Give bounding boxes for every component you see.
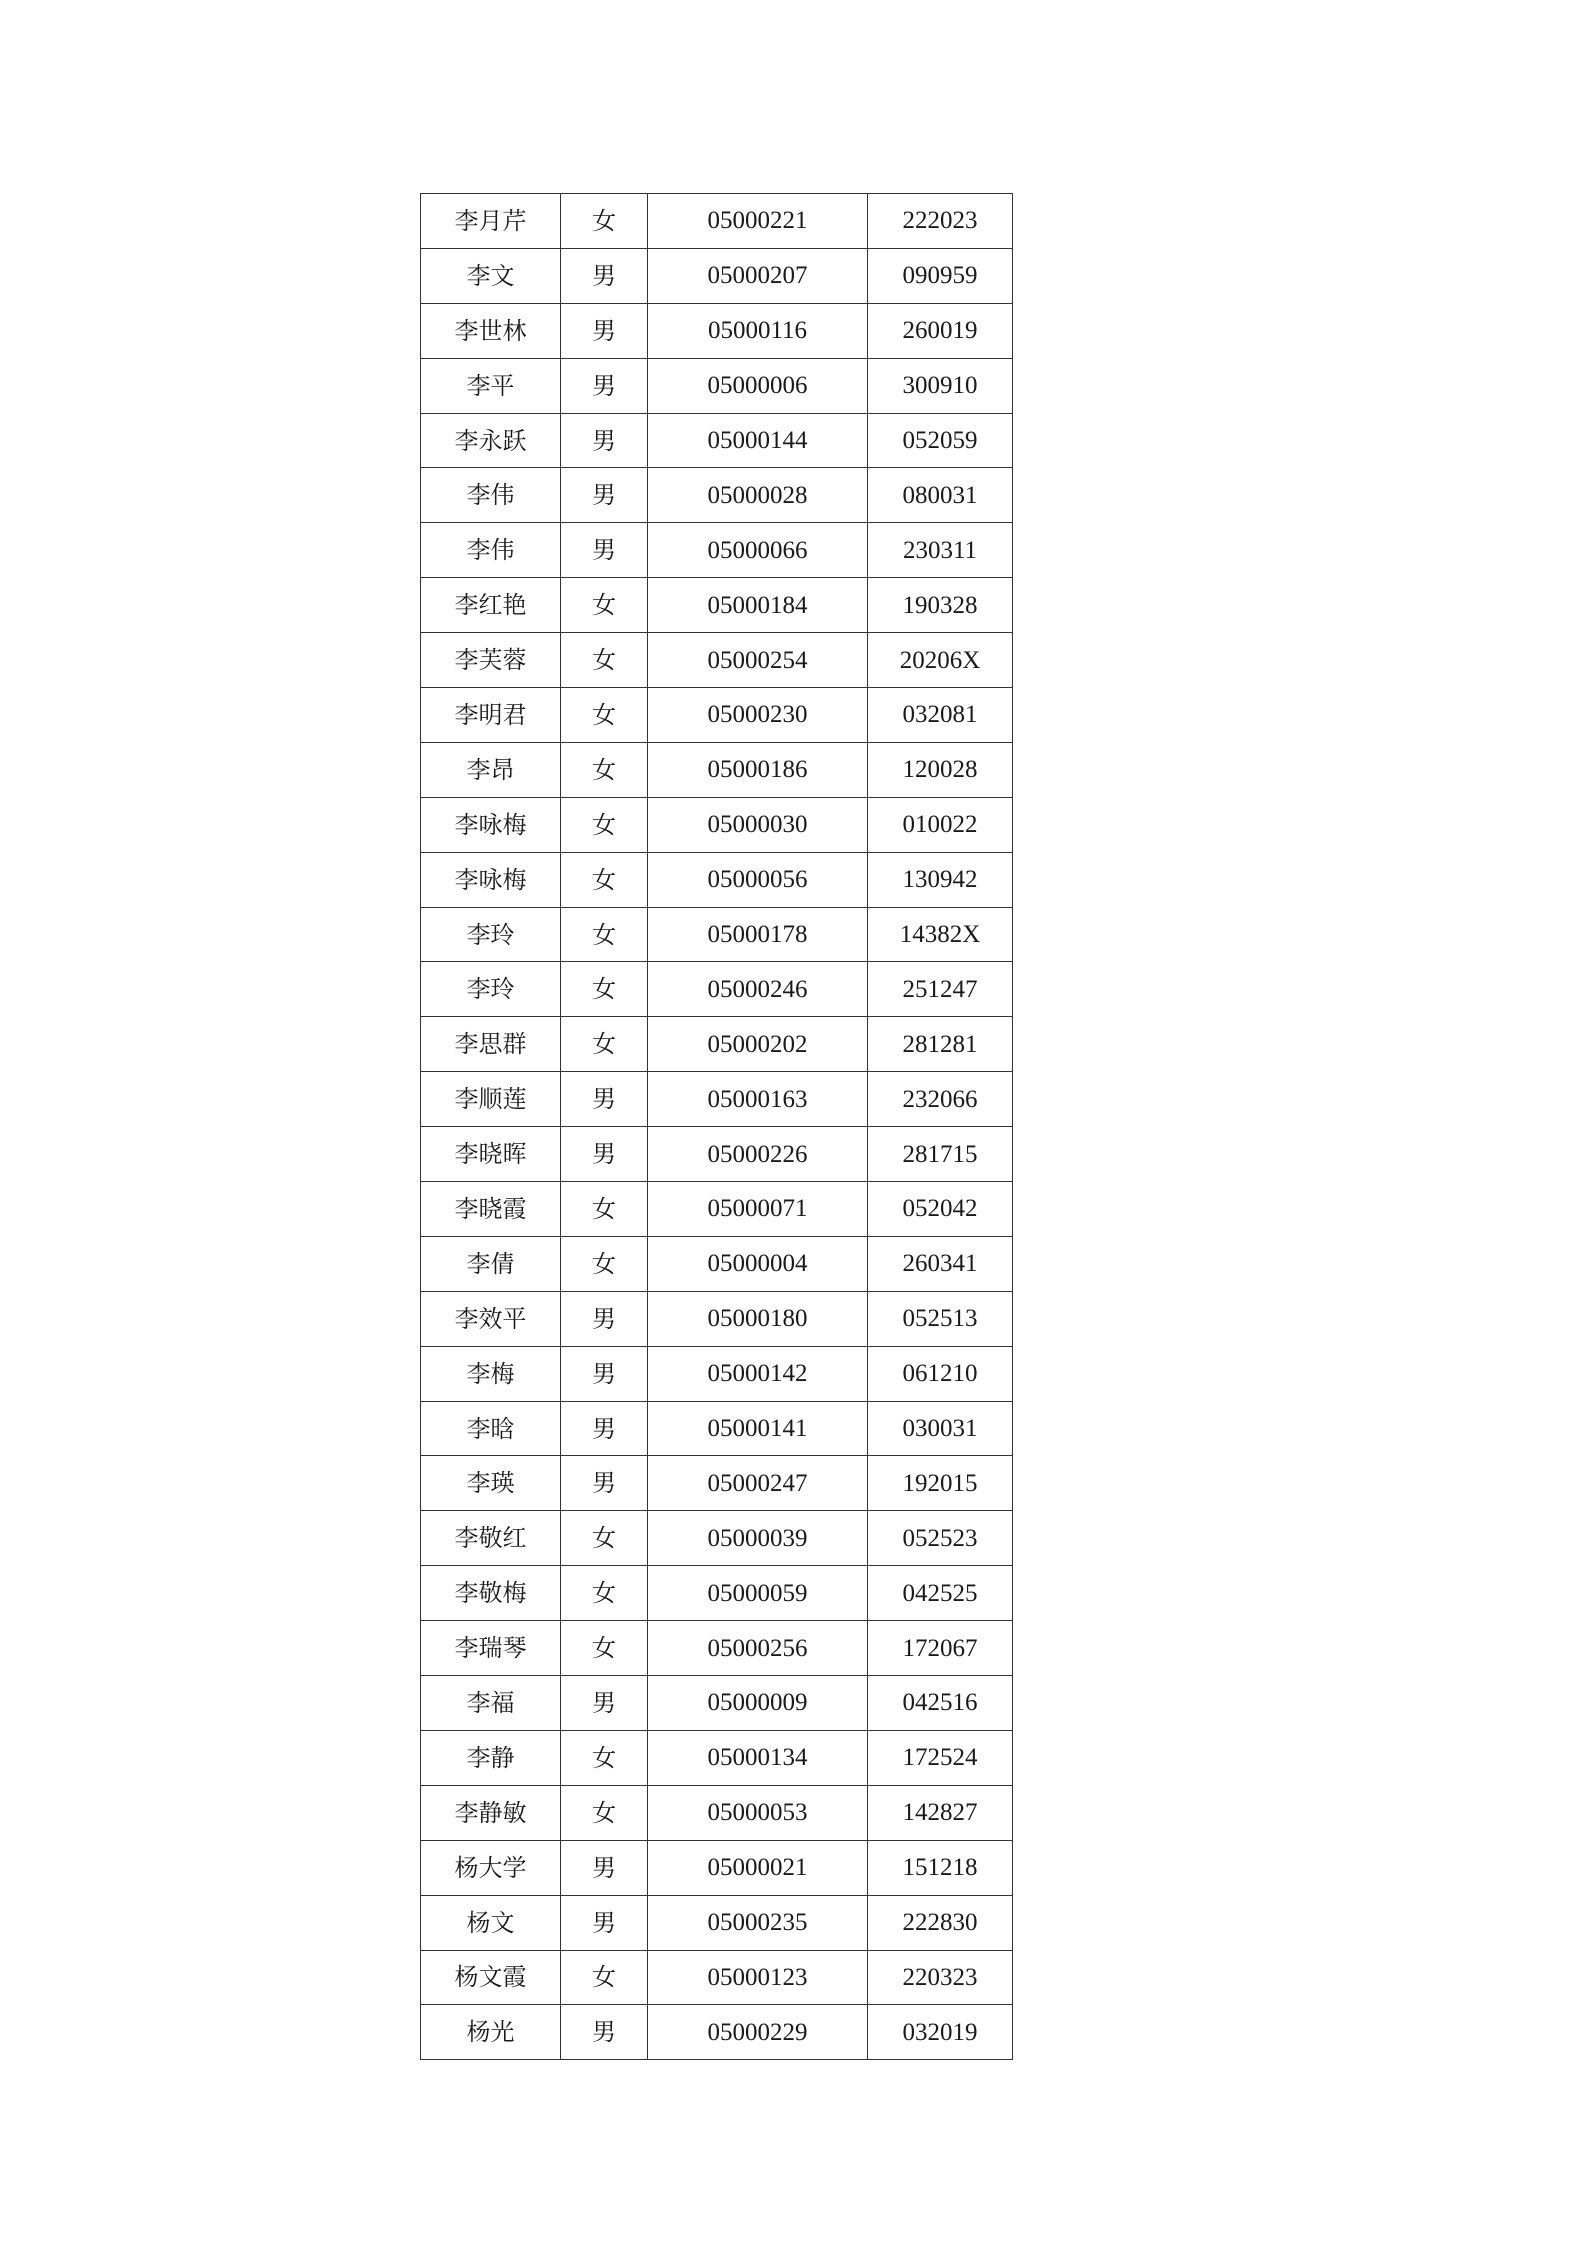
table-row [421, 413, 1013, 468]
cell-number: 05000123 [648, 1950, 868, 2005]
cell-code: 061210 [868, 1346, 1013, 1401]
cell-gender: 男 [561, 303, 648, 358]
cell-name: 李月芹 [421, 194, 561, 249]
table-row [421, 578, 1013, 633]
cell-gender: 女 [561, 688, 648, 743]
cell-name: 李晗 [421, 1401, 561, 1456]
cell-gender: 女 [561, 907, 648, 962]
cell-number: 05000116 [648, 303, 868, 358]
table-row [421, 1676, 1013, 1731]
cell-gender: 男 [561, 1401, 648, 1456]
cell-number: 05000163 [648, 1072, 868, 1127]
cell-number: 05000186 [648, 742, 868, 797]
table-row [421, 1730, 1013, 1785]
cell-number: 05000144 [648, 413, 868, 468]
cell-name: 李咏梅 [421, 852, 561, 907]
cell-number: 05000071 [648, 1182, 868, 1237]
cell-name: 李静敏 [421, 1785, 561, 1840]
cell-number: 05000004 [648, 1236, 868, 1291]
cell-number: 05000021 [648, 1840, 868, 1895]
table-row [421, 1017, 1013, 1072]
table-row [421, 1346, 1013, 1401]
cell-code: 080031 [868, 468, 1013, 523]
cell-code: 042525 [868, 1566, 1013, 1621]
cell-number: 05000247 [648, 1456, 868, 1511]
cell-number: 05000009 [648, 1676, 868, 1731]
cell-name: 李文 [421, 248, 561, 303]
cell-gender: 女 [561, 1566, 648, 1621]
table-row [421, 1127, 1013, 1182]
cell-name: 李效平 [421, 1291, 561, 1346]
roster-table-body [421, 194, 1013, 2060]
cell-code: 190328 [868, 578, 1013, 633]
cell-name: 李咏梅 [421, 797, 561, 852]
cell-name: 李昂 [421, 742, 561, 797]
cell-gender: 男 [561, 1072, 648, 1127]
table-row [421, 1511, 1013, 1566]
cell-code: 20206X [868, 633, 1013, 688]
cell-code: 120028 [868, 742, 1013, 797]
table-row [421, 742, 1013, 797]
cell-gender: 女 [561, 797, 648, 852]
cell-gender: 女 [561, 194, 648, 249]
cell-gender: 女 [561, 1182, 648, 1237]
cell-code: 230311 [868, 523, 1013, 578]
cell-code: 222830 [868, 1895, 1013, 1950]
cell-name: 杨光 [421, 2005, 561, 2060]
cell-number: 05000207 [648, 248, 868, 303]
cell-code: 251247 [868, 962, 1013, 1017]
cell-code: 222023 [868, 194, 1013, 249]
cell-gender: 男 [561, 248, 648, 303]
cell-code: 052059 [868, 413, 1013, 468]
table-row [421, 688, 1013, 743]
cell-gender: 男 [561, 413, 648, 468]
cell-number: 05000184 [648, 578, 868, 633]
cell-name: 李思群 [421, 1017, 561, 1072]
table-row [421, 633, 1013, 688]
cell-number: 05000053 [648, 1785, 868, 1840]
cell-gender: 女 [561, 578, 648, 633]
cell-number: 05000028 [648, 468, 868, 523]
table-row [421, 1840, 1013, 1895]
cell-code: 042516 [868, 1676, 1013, 1731]
cell-gender: 女 [561, 962, 648, 1017]
cell-name: 李倩 [421, 1236, 561, 1291]
table-row [421, 1401, 1013, 1456]
table-row [421, 1182, 1013, 1237]
table-row [421, 1621, 1013, 1676]
cell-number: 05000178 [648, 907, 868, 962]
table-row [421, 1456, 1013, 1511]
table-row [421, 907, 1013, 962]
cell-number: 05000229 [648, 2005, 868, 2060]
table-row [421, 358, 1013, 413]
cell-code: 090959 [868, 248, 1013, 303]
cell-gender: 女 [561, 1950, 648, 2005]
cell-name: 李永跃 [421, 413, 561, 468]
cell-code: 030031 [868, 1401, 1013, 1456]
cell-number: 05000246 [648, 962, 868, 1017]
cell-name: 李晓霞 [421, 1182, 561, 1237]
cell-name: 李芙蓉 [421, 633, 561, 688]
table-row [421, 797, 1013, 852]
cell-code: 281715 [868, 1127, 1013, 1182]
cell-code: 032019 [868, 2005, 1013, 2060]
table-row [421, 1785, 1013, 1840]
cell-number: 05000039 [648, 1511, 868, 1566]
cell-gender: 女 [561, 1785, 648, 1840]
cell-gender: 女 [561, 633, 648, 688]
cell-name: 李顺莲 [421, 1072, 561, 1127]
cell-number: 05000141 [648, 1401, 868, 1456]
cell-code: 281281 [868, 1017, 1013, 1072]
cell-number: 05000226 [648, 1127, 868, 1182]
cell-number: 05000256 [648, 1621, 868, 1676]
table-row [421, 852, 1013, 907]
cell-number: 05000059 [648, 1566, 868, 1621]
cell-gender: 男 [561, 1127, 648, 1182]
table-row [421, 1895, 1013, 1950]
table-row [421, 248, 1013, 303]
cell-gender: 男 [561, 1676, 648, 1731]
cell-name: 李静 [421, 1730, 561, 1785]
cell-number: 05000006 [648, 358, 868, 413]
cell-code: 032081 [868, 688, 1013, 743]
cell-number: 05000142 [648, 1346, 868, 1401]
table-row [421, 1566, 1013, 1621]
cell-gender: 女 [561, 1730, 648, 1785]
cell-number: 05000254 [648, 633, 868, 688]
table-row [421, 2005, 1013, 2060]
cell-code: 052042 [868, 1182, 1013, 1237]
table-row [421, 303, 1013, 358]
cell-code: 052513 [868, 1291, 1013, 1346]
roster-table [420, 193, 1013, 2060]
cell-name: 李梅 [421, 1346, 561, 1401]
cell-number: 05000030 [648, 797, 868, 852]
cell-gender: 男 [561, 1895, 648, 1950]
table-row [421, 1291, 1013, 1346]
cell-number: 05000056 [648, 852, 868, 907]
cell-name: 杨大学 [421, 1840, 561, 1895]
table-row [421, 1236, 1013, 1291]
cell-name: 李平 [421, 358, 561, 413]
cell-gender: 女 [561, 1511, 648, 1566]
cell-number: 05000066 [648, 523, 868, 578]
cell-gender: 男 [561, 468, 648, 523]
cell-gender: 男 [561, 523, 648, 578]
cell-name: 李伟 [421, 523, 561, 578]
cell-number: 05000235 [648, 1895, 868, 1950]
cell-name: 李敬梅 [421, 1566, 561, 1621]
table-row [421, 523, 1013, 578]
cell-code: 010022 [868, 797, 1013, 852]
cell-name: 李明君 [421, 688, 561, 743]
cell-gender: 女 [561, 1017, 648, 1072]
cell-code: 130942 [868, 852, 1013, 907]
cell-name: 李瑛 [421, 1456, 561, 1511]
cell-code: 232066 [868, 1072, 1013, 1127]
cell-code: 052523 [868, 1511, 1013, 1566]
cell-name: 李福 [421, 1676, 561, 1731]
cell-name: 李红艳 [421, 578, 561, 633]
cell-name: 杨文 [421, 1895, 561, 1950]
cell-gender: 男 [561, 1840, 648, 1895]
table-row [421, 1072, 1013, 1127]
cell-name: 李世林 [421, 303, 561, 358]
cell-number: 05000221 [648, 194, 868, 249]
cell-gender: 女 [561, 742, 648, 797]
cell-number: 05000180 [648, 1291, 868, 1346]
cell-code: 151218 [868, 1840, 1013, 1895]
cell-code: 220323 [868, 1950, 1013, 2005]
cell-name: 杨文霞 [421, 1950, 561, 2005]
cell-name: 李伟 [421, 468, 561, 523]
cell-code: 172067 [868, 1621, 1013, 1676]
cell-code: 14382X [868, 907, 1013, 962]
cell-number: 05000202 [648, 1017, 868, 1072]
cell-gender: 男 [561, 358, 648, 413]
cell-name: 李晓晖 [421, 1127, 561, 1182]
cell-gender: 女 [561, 1621, 648, 1676]
table-row [421, 468, 1013, 523]
cell-gender: 女 [561, 852, 648, 907]
cell-code: 260341 [868, 1236, 1013, 1291]
cell-code: 300910 [868, 358, 1013, 413]
cell-code: 142827 [868, 1785, 1013, 1840]
table-row [421, 962, 1013, 1017]
cell-name: 李玲 [421, 962, 561, 1017]
cell-name: 李瑞琴 [421, 1621, 561, 1676]
table-row [421, 1950, 1013, 2005]
cell-code: 172524 [868, 1730, 1013, 1785]
cell-code: 260019 [868, 303, 1013, 358]
cell-gender: 男 [561, 1456, 648, 1511]
cell-gender: 男 [561, 1346, 648, 1401]
cell-number: 05000134 [648, 1730, 868, 1785]
cell-code: 192015 [868, 1456, 1013, 1511]
cell-gender: 男 [561, 1291, 648, 1346]
table-row [421, 194, 1013, 249]
cell-gender: 女 [561, 1236, 648, 1291]
cell-name: 李敬红 [421, 1511, 561, 1566]
cell-gender: 男 [561, 2005, 648, 2060]
cell-name: 李玲 [421, 907, 561, 962]
cell-number: 05000230 [648, 688, 868, 743]
